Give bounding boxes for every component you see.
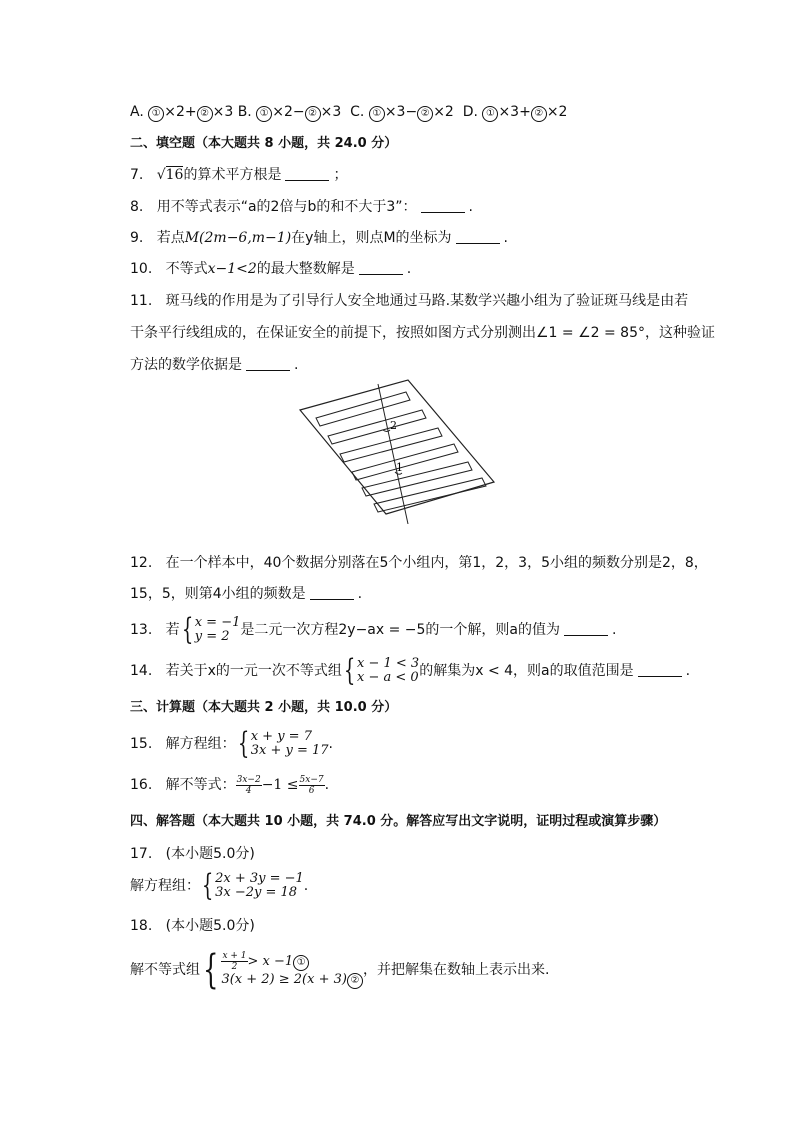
answer-blank[interactable]	[246, 356, 290, 371]
question-13: 13. 若{ x = −1 y = 2 是二元一次方程2y−ax = −5的一个解，则a的值为 .	[130, 612, 617, 647]
left-brace: {	[343, 653, 356, 688]
circled-1: ①	[482, 106, 498, 122]
left-brace: {	[203, 947, 219, 993]
question-14: 14. 若关于x的一元一次不等式组{ x − 1 < 3 x − a < 0的解集为x < 4，则a的取值范围是 .	[130, 653, 691, 688]
angle-2-label: 2	[390, 419, 397, 432]
section-title-calculation: 三、计算题（本大题共 2 小题，共 10.0 分）	[130, 700, 398, 715]
answer-blank[interactable]	[638, 662, 682, 677]
circled-2: ②	[305, 106, 321, 122]
equation-system: x + y = 7 3x + y = 17	[250, 729, 329, 758]
section-title-answer: 四、解答题（本大题共 10 小题，共 74.0 分。解答应写出文字说明，证明过程或演算步骤）	[130, 814, 667, 829]
answer-blank[interactable]	[456, 229, 500, 244]
circled-1: ①	[293, 955, 309, 971]
fraction: $\frac{3x-2}{4}$	[236, 774, 261, 796]
fraction: $\frac{5x-7}{6}$	[299, 774, 324, 796]
zebra-crossing-figure	[296, 378, 498, 524]
circled-1: ①	[256, 106, 272, 122]
circled-2: ②	[417, 106, 433, 122]
stripe	[362, 462, 472, 496]
inequality-system: x − 1 < 3 x − a < 0	[357, 656, 420, 685]
circled-1: ①	[148, 106, 164, 122]
inequality-system: $\frac{x + 1}{2}$ > x −1 ① 3(x + 2) ≥ 2(x + 3) ②	[221, 951, 363, 989]
section-title-fill-in: 二、填空题（本大题共 8 小题，共 24.0 分）	[130, 136, 398, 151]
q6-options: A. ① ×2+ ② ×3 B. ① ×2− ② ×3 C. ① ×3− ② ×2 D. ① ×3+ ② ×2	[130, 104, 568, 120]
circled-2: ②	[347, 973, 363, 989]
answer-blank[interactable]	[421, 198, 465, 213]
road-outline	[300, 380, 494, 514]
question-18-header: 18. (本小题5.0分)	[130, 918, 255, 934]
circled-2: ②	[197, 106, 213, 122]
angle-2-arc	[383, 430, 390, 432]
question-10: 10. 不等式x−1<2的最大整数解是 .	[130, 261, 412, 277]
question-7: 7. √16的算术平方根是 ；	[130, 167, 348, 183]
question-8: 8. 用不等式表示“a的2倍与b的和不大于3”： .	[130, 199, 473, 215]
question-16: 16. 解不等式： $\frac{3x-2}{4}$ −1 ≤ $\frac{5x-7}{6}$ .	[130, 774, 330, 796]
question-17-header: 17. (本小题5.0分)	[130, 846, 255, 862]
question-11-line-1: 11. 斑马线的作用是为了引导行人安全地通过马路.某数学兴趣小组为了验证斑马线是由若	[130, 293, 689, 309]
question-9: 9. 若点M(2m−6,m−1)在y轴上，则点M的坐标为 .	[130, 230, 508, 246]
question-11-line-3: 方法的数学依据是 .	[130, 357, 299, 373]
question-11-line-2: 干条平行线组成的，在保证安全的前提下，按照如图方式分别测出∠1 = ∠2 = 85°，这种验证	[130, 325, 715, 341]
answer-blank[interactable]	[310, 585, 354, 600]
question-15: 15. 解方程组：{ x + y = 7 3x + y = 17.	[130, 726, 333, 761]
left-brace: {	[181, 612, 193, 647]
left-brace: {	[201, 868, 214, 903]
answer-blank[interactable]	[359, 260, 403, 275]
fraction: $\frac{x + 1}{2}$	[222, 951, 247, 972]
question-18-body: 解不等式组{ $\frac{x + 1}{2}$ > x −1 ① 3(x + 2) ≥ 2(x + 3) ②，并把解集在数轴上表示出来.	[130, 947, 550, 993]
circled-1: ①	[369, 106, 385, 122]
equation-system: x = −1 y = 2	[194, 615, 241, 644]
stripe	[328, 410, 426, 444]
stripe	[374, 478, 486, 512]
answer-blank[interactable]	[564, 621, 608, 636]
question-12-line-2: 15，5，则第4小组的频数是 .	[130, 586, 363, 602]
sqrt-expression: √16	[156, 167, 184, 183]
angle-1-label: 1	[396, 461, 403, 474]
answer-blank[interactable]	[285, 166, 329, 181]
equation-system: 2x + 3y = −1 3x −2y = 18	[215, 871, 304, 900]
question-12-line-1: 12. 在一个样本中，40个数据分别落在5个小组内，第1，2，3，5小组的频数分别是2，8，	[130, 555, 708, 571]
circled-2: ②	[531, 106, 547, 122]
left-brace: {	[237, 726, 249, 761]
stripe	[352, 444, 458, 480]
question-17-body: 解方程组：{ 2x + 3y = −1 3x −2y = 18 .	[130, 868, 309, 903]
